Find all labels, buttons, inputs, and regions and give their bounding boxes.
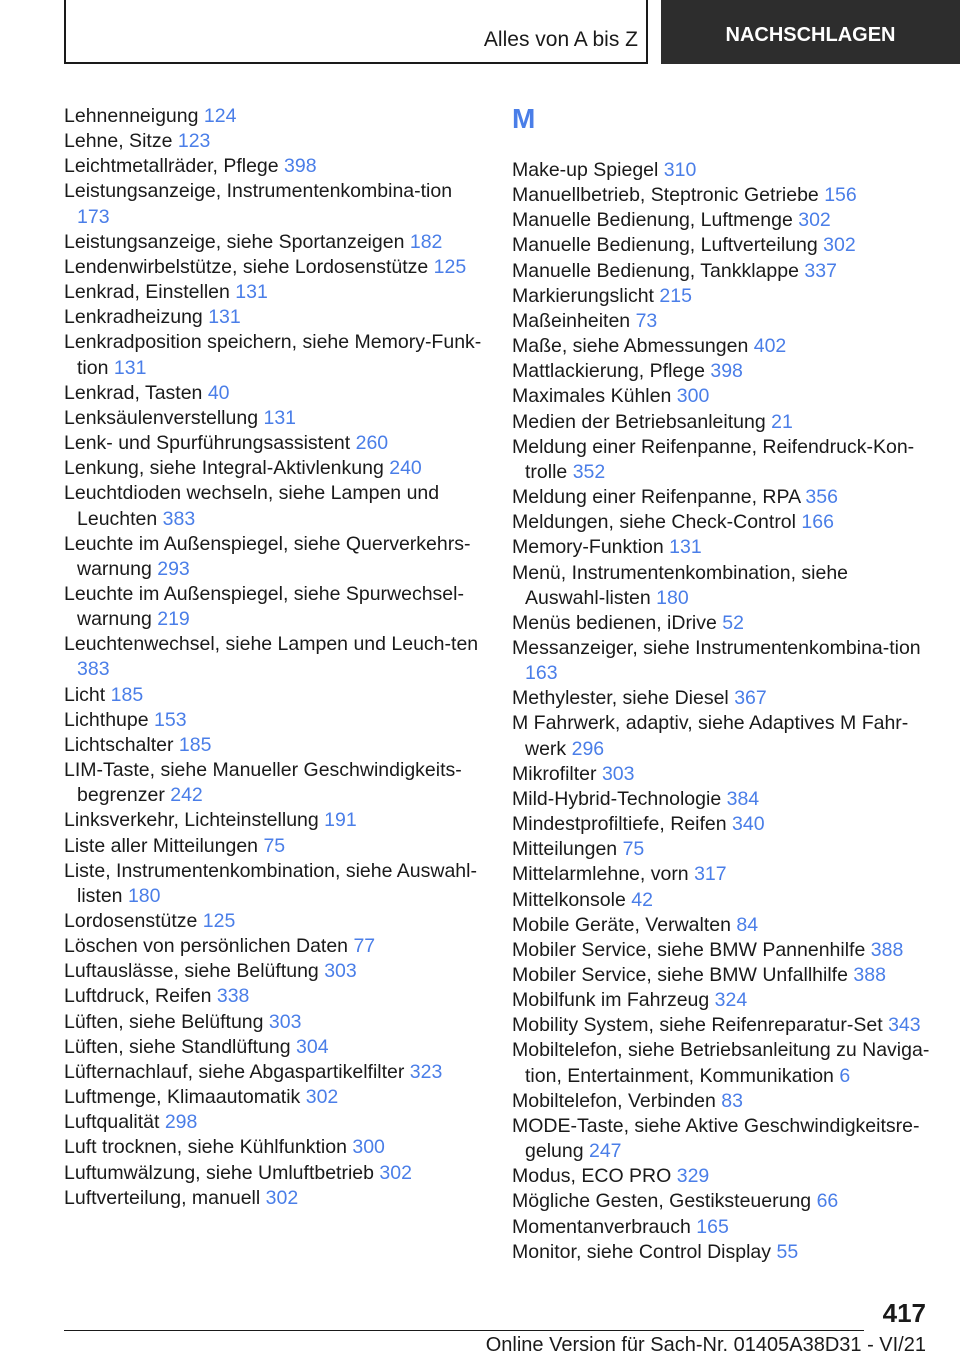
entry-term: Licht xyxy=(64,683,106,706)
entry-term: Mobile Geräte, Verwalten xyxy=(512,913,731,936)
entry-page-link[interactable]: 303 xyxy=(268,1010,302,1033)
entry-term: Maßeinheiten xyxy=(512,309,631,332)
entry-term: Luftverteilung, manuell xyxy=(64,1186,261,1209)
index-entry xyxy=(512,233,932,258)
index-entry xyxy=(64,1085,484,1110)
entry-page-link[interactable]: 124 xyxy=(203,105,237,127)
index-entry xyxy=(512,762,932,787)
index-entry xyxy=(64,582,484,632)
entry-term: Medien der Betriebsanleitung xyxy=(512,410,766,433)
entry-page-link[interactable]: 84 xyxy=(736,913,759,936)
index-entry xyxy=(512,1114,932,1164)
index-entry xyxy=(512,913,932,938)
entry-page-link[interactable]: 180 xyxy=(127,884,161,907)
index-entry xyxy=(512,183,932,208)
index-entry xyxy=(64,808,484,833)
entry-term: Lenk- und Spurführungsassistent xyxy=(64,432,351,455)
entry-term: Lendenwirbelstütze, siehe Lordosenstütze xyxy=(64,255,429,278)
index-entry xyxy=(64,1135,484,1160)
entry-term: Mögliche Gesten, Gestiksteuerung xyxy=(512,1190,812,1213)
entry-page-link[interactable]: 163 xyxy=(525,662,558,685)
entry-page-link[interactable]: 173 xyxy=(77,205,110,228)
section-title: Alles von A bis Z xyxy=(483,28,638,51)
index-entry xyxy=(64,431,484,456)
entry-term: Manuelle Bedienung, Luftmenge xyxy=(512,209,793,232)
index-entry xyxy=(512,938,932,963)
entry-term: Mobilfunk im Fahrzeug xyxy=(512,989,710,1012)
entry-page-link[interactable]: 343 xyxy=(888,1014,921,1037)
entry-term: Luftumwälzung, siehe Umluftbetrieb xyxy=(64,1161,374,1184)
entry-page-link[interactable]: 302 xyxy=(823,234,856,257)
entry-term: Methylester, siehe Diesel xyxy=(512,687,729,710)
index-entry xyxy=(512,711,932,761)
entry-term: Mobiler Service, siehe BMW Unfallhilfe xyxy=(512,964,848,986)
index-entry xyxy=(64,255,484,280)
index-column-left xyxy=(64,104,484,1211)
entry-term: Lüften, siehe Standlüftung xyxy=(64,1035,291,1058)
index-column-right xyxy=(512,104,932,1265)
entry-page-link[interactable]: 166 xyxy=(801,511,834,534)
index-entry xyxy=(512,812,932,837)
entry-term: Linksverkehr, Lichteinstellung xyxy=(64,809,319,832)
entry-term: Leuchtdioden wechseln, siehe Lampen und Leuchten xyxy=(64,482,440,530)
index-entry xyxy=(512,636,932,686)
entry-page-link[interactable]: 383 xyxy=(162,507,196,530)
entry-page-link[interactable]: 185 xyxy=(110,683,144,706)
index-entry xyxy=(64,1161,484,1186)
entry-term: Meldung einer Reifenpanne, Reifendruck-Kon-trolle xyxy=(512,435,915,483)
entry-page-link[interactable]: 40 xyxy=(207,381,230,404)
index-entry xyxy=(64,683,484,708)
entry-page-link[interactable]: 247 xyxy=(588,1140,622,1163)
entry-page-link[interactable]: 384 xyxy=(726,787,760,810)
entry-page-link[interactable]: 293 xyxy=(157,557,190,580)
index-entry xyxy=(64,1110,484,1135)
entry-page-link[interactable]: 215 xyxy=(659,284,692,307)
entry-page-link[interactable]: 304 xyxy=(296,1035,329,1058)
entry-term: Leistungsanzeige, siehe Sportanzeigen xyxy=(64,230,405,253)
index-entry xyxy=(64,909,484,934)
index-entry xyxy=(512,686,932,711)
section-letter: M xyxy=(512,103,536,134)
index-entry xyxy=(64,532,484,582)
entry-page-link[interactable]: 185 xyxy=(178,733,212,756)
entry-term: Lordosenstütze xyxy=(64,910,198,932)
index-entry xyxy=(512,787,932,812)
entry-term: Luftmenge, Klimaautomatik xyxy=(64,1086,301,1109)
entry-term: Markierungslicht xyxy=(512,284,654,307)
page-number: 417 xyxy=(882,1298,926,1328)
entry-term: Lenkrad, Einstellen xyxy=(64,281,230,304)
entry-page-link[interactable]: 83 xyxy=(721,1089,743,1112)
entry-term: Make-up Spiegel xyxy=(512,159,659,181)
entry-term: Manuelle Bedienung, Tankklappe xyxy=(512,259,799,282)
entry-page-link[interactable]: 131 xyxy=(235,281,268,304)
entry-page-link[interactable]: 388 xyxy=(853,964,886,986)
entry-term: Lenkrad, Tasten xyxy=(64,381,203,404)
entry-term: Menüs bedienen, iDrive xyxy=(512,611,717,634)
entry-term: Mitteilungen xyxy=(512,838,618,861)
index-entry xyxy=(512,611,932,636)
chapter-tab xyxy=(661,0,960,64)
entry-page-link[interactable]: 302 xyxy=(265,1186,299,1209)
entry-term: Luftauslässe, siehe Belüftung xyxy=(64,960,319,983)
index-entry xyxy=(64,733,484,758)
entry-page-link[interactable]: 300 xyxy=(676,385,710,408)
index-entry xyxy=(64,1010,484,1035)
entry-page-link[interactable]: 131 xyxy=(113,356,147,379)
entry-page-link[interactable]: 182 xyxy=(409,230,443,253)
index-entry xyxy=(64,859,484,909)
index-entry xyxy=(64,632,484,682)
entry-page-link[interactable]: 302 xyxy=(379,1161,412,1184)
entry-term: Monitor, siehe Control Display xyxy=(512,1240,772,1263)
entry-term: Maximales Kühlen xyxy=(512,385,672,408)
index-entry xyxy=(512,535,932,560)
entry-page-link[interactable]: 310 xyxy=(663,159,697,181)
entry-page-link[interactable]: 296 xyxy=(571,737,605,760)
index-list-right xyxy=(512,158,932,1265)
index-entry xyxy=(64,456,484,481)
entry-page-link[interactable]: 324 xyxy=(714,989,748,1012)
entry-page-link[interactable]: 125 xyxy=(202,910,236,932)
entry-term: Meldung einer Reifenpanne, RPA xyxy=(512,486,800,509)
index-entry xyxy=(512,309,932,334)
entry-term: Löschen von persönlichen Daten xyxy=(64,935,349,958)
entry-page-link[interactable]: 219 xyxy=(157,608,190,631)
index-entry xyxy=(512,1164,932,1189)
entry-page-link[interactable]: 66 xyxy=(816,1190,839,1213)
index-entry xyxy=(64,481,484,531)
entry-page-link[interactable]: 42 xyxy=(631,888,653,911)
entry-term: Mobiler Service, siehe BMW Pannenhilfe xyxy=(512,938,866,961)
index-entry xyxy=(64,1060,484,1085)
entry-page-link[interactable]: 398 xyxy=(284,155,317,178)
index-entry xyxy=(512,208,932,233)
entry-page-link[interactable]: 75 xyxy=(622,838,645,861)
footer-text: Online Version für Sach-Nr. 01405A38D31 - VI/21 xyxy=(485,1334,926,1356)
index-entry xyxy=(64,959,484,984)
entry-page-link[interactable]: 75 xyxy=(263,834,286,857)
index-entry xyxy=(512,510,932,535)
entry-term: Lenksäulenverstellung xyxy=(64,406,259,429)
index-entry xyxy=(64,305,484,330)
index-entry xyxy=(512,988,932,1013)
index-entry xyxy=(512,1013,932,1038)
entry-term: Mittelkonsole xyxy=(512,888,626,911)
entry-term: Mindestprofiltiefe, Reifen xyxy=(512,813,727,836)
entry-term: Maße, siehe Abmessungen xyxy=(512,335,749,358)
index-entry xyxy=(64,179,484,229)
entry-page-link[interactable]: 398 xyxy=(710,360,743,383)
entry-term: Lenkung, siehe Integral-Aktivlenkung xyxy=(64,457,384,480)
entry-page-link[interactable]: 6 xyxy=(839,1064,851,1087)
index-entry xyxy=(512,1089,932,1114)
entry-page-link[interactable]: 329 xyxy=(676,1165,710,1188)
entry-term: Leichtmetallräder, Pflege xyxy=(64,155,279,178)
entry-page-link[interactable]: 303 xyxy=(324,960,357,983)
entry-term: Lichtschalter xyxy=(64,733,174,756)
entry-page-link[interactable]: 367 xyxy=(734,687,767,710)
index-entry xyxy=(64,1035,484,1060)
entry-term: Liste aller Mitteilungen xyxy=(64,834,259,857)
entry-term: Meldungen, siehe Check-Control xyxy=(512,511,796,534)
index-entry xyxy=(64,104,484,129)
entry-page-link[interactable]: 402 xyxy=(753,335,787,358)
entry-term: Mobility System, siehe Reifenreparatur-Set xyxy=(512,1014,883,1037)
entry-term: Liste, Instrumentenkombination, siehe Auswahl-listen xyxy=(64,859,477,907)
entry-term: Lüften, siehe Belüftung xyxy=(64,1010,264,1033)
index-entry xyxy=(64,984,484,1009)
entry-page-link[interactable]: 338 xyxy=(216,985,250,1008)
entry-term: LIM-Taste, siehe Manueller Geschwindigkeits-begrenzer xyxy=(64,759,462,807)
entry-page-link[interactable]: 52 xyxy=(722,611,744,634)
entry-term: M Fahrwerk, adaptiv, siehe Adaptives M Fahr-werk xyxy=(512,712,909,760)
index-entry xyxy=(64,834,484,859)
entry-term: Mittelarmlehne, vorn xyxy=(512,863,689,886)
index-entry xyxy=(64,129,484,154)
index-entry xyxy=(512,435,932,485)
entry-term: Memory-Funktion xyxy=(512,536,664,559)
entry-term: Manuelle Bedienung, Luftverteilung xyxy=(512,234,818,257)
entry-page-link[interactable]: 156 xyxy=(824,184,857,207)
entry-page-link[interactable]: 77 xyxy=(353,935,376,958)
entry-page-link[interactable]: 260 xyxy=(355,432,389,455)
entry-page-link[interactable]: 317 xyxy=(694,863,727,886)
entry-term: Leuchtenwechsel, siehe Lampen und Leuch-ten xyxy=(64,633,479,656)
index-entry xyxy=(64,708,484,733)
entry-term: Mild-Hybrid-Technologie xyxy=(512,787,722,810)
index-entry xyxy=(512,384,932,409)
index-entry xyxy=(64,381,484,406)
entry-page-link[interactable]: 191 xyxy=(324,809,357,832)
entry-page-link[interactable]: 131 xyxy=(669,536,702,559)
entry-term: Messanzeiger, siehe Instrumentenkombina-tion xyxy=(512,636,921,659)
entry-page-link[interactable]: 73 xyxy=(635,309,658,332)
entry-page-link[interactable]: 383 xyxy=(77,658,110,681)
entry-term: Mikrofilter xyxy=(512,762,597,785)
index-entry xyxy=(64,280,484,305)
footer-rule xyxy=(64,1330,864,1331)
entry-page-link[interactable]: 123 xyxy=(177,130,211,153)
entry-term: Mobiltelefon, siehe Betriebsanleitung zu Naviga-tion, Entertainment, Kommunikation xyxy=(512,1039,930,1087)
index-entry xyxy=(64,330,484,380)
entry-term: Lenkradposition speichern, siehe Memory-Funk-tion xyxy=(64,331,482,379)
entry-term: Lehnenneigung xyxy=(64,105,199,127)
entry-term: Leistungsanzeige, Instrumentenkombina-tion xyxy=(64,180,453,203)
entry-term: Mobiltelefon, Verbinden xyxy=(512,1089,716,1112)
entry-term: Lenkradheizung xyxy=(64,306,203,329)
index-entry xyxy=(512,1038,932,1088)
index-entry xyxy=(512,485,932,510)
index-entry xyxy=(512,561,932,611)
index-entry xyxy=(512,862,932,887)
index-entry xyxy=(512,1189,932,1214)
entry-term: Luftqualität xyxy=(64,1111,160,1134)
index-entry xyxy=(64,154,484,179)
entry-page-link[interactable]: 153 xyxy=(154,708,187,731)
entry-term: Luftdruck, Reifen xyxy=(64,985,212,1008)
entry-page-link[interactable]: 131 xyxy=(263,406,297,429)
entry-page-link[interactable]: 125 xyxy=(433,255,467,278)
entry-page-link[interactable]: 303 xyxy=(601,762,635,785)
entry-page-link[interactable]: 21 xyxy=(771,410,793,433)
index-entry xyxy=(64,406,484,431)
entry-page-link[interactable]: 298 xyxy=(164,1111,198,1134)
entry-page-link[interactable]: 302 xyxy=(798,209,831,232)
entry-page-link[interactable]: 180 xyxy=(656,586,689,609)
index-entry xyxy=(64,230,484,255)
entry-term: Lichthupe xyxy=(64,708,149,731)
entry-page-link[interactable]: 352 xyxy=(572,460,606,483)
entry-page-link[interactable]: 240 xyxy=(389,457,422,480)
entry-term: Menü, Instrumentenkombination, siehe Auswahl-listen xyxy=(512,561,849,609)
entry-page-link[interactable]: 131 xyxy=(208,306,241,329)
entry-term: Manuellbetrieb, Steptronic Getriebe xyxy=(512,184,819,207)
index-entry xyxy=(512,837,932,862)
entry-term: Lehne, Sitze xyxy=(64,130,173,153)
index-entry xyxy=(512,259,932,284)
index-entry xyxy=(64,758,484,808)
index-entry xyxy=(512,1215,932,1240)
index-entry xyxy=(64,1186,484,1211)
entry-page-link[interactable]: 55 xyxy=(776,1240,799,1263)
index-entry xyxy=(512,334,932,359)
entry-term: MODE-Taste, siehe Aktive Geschwindigkeitsre-gelung xyxy=(512,1114,920,1163)
index-entry xyxy=(512,888,932,913)
entry-page-link[interactable]: 302 xyxy=(305,1086,339,1109)
index-entry xyxy=(512,963,932,988)
entry-page-link[interactable]: 323 xyxy=(409,1060,443,1083)
entry-term: Lüfternachlauf, siehe Abgaspartikelfilter xyxy=(64,1060,405,1083)
index-entry xyxy=(512,359,932,384)
chapter-title: NACHSCHLAGEN xyxy=(725,23,896,46)
index-entry xyxy=(512,284,932,309)
index-entry xyxy=(512,1240,932,1265)
index-entry xyxy=(512,410,932,435)
entry-term: Luft trocknen, siehe Kühlfunktion xyxy=(64,1136,347,1159)
index-entry xyxy=(64,934,484,959)
entry-term: Mattlackierung, Pflege xyxy=(512,360,705,383)
entry-term: Leuchte im Außenspiegel, siehe Querverkehrs-warnung xyxy=(64,532,471,580)
index-entry xyxy=(512,158,932,183)
entry-term: Momentanverbrauch xyxy=(512,1215,691,1238)
entry-page-link[interactable]: 165 xyxy=(696,1215,729,1238)
entry-page-link[interactable]: 340 xyxy=(732,813,765,836)
entry-page-link[interactable]: 300 xyxy=(352,1136,385,1159)
entry-term: Modus, ECO PRO xyxy=(512,1165,672,1188)
entry-page-link[interactable]: 388 xyxy=(870,938,904,961)
entry-page-link[interactable]: 356 xyxy=(805,486,838,509)
entry-page-link[interactable]: 242 xyxy=(170,784,203,807)
entry-term: Leuchte im Außenspiegel, siehe Spurwechsel-warnung xyxy=(64,582,464,631)
entry-page-link[interactable]: 337 xyxy=(804,259,837,282)
